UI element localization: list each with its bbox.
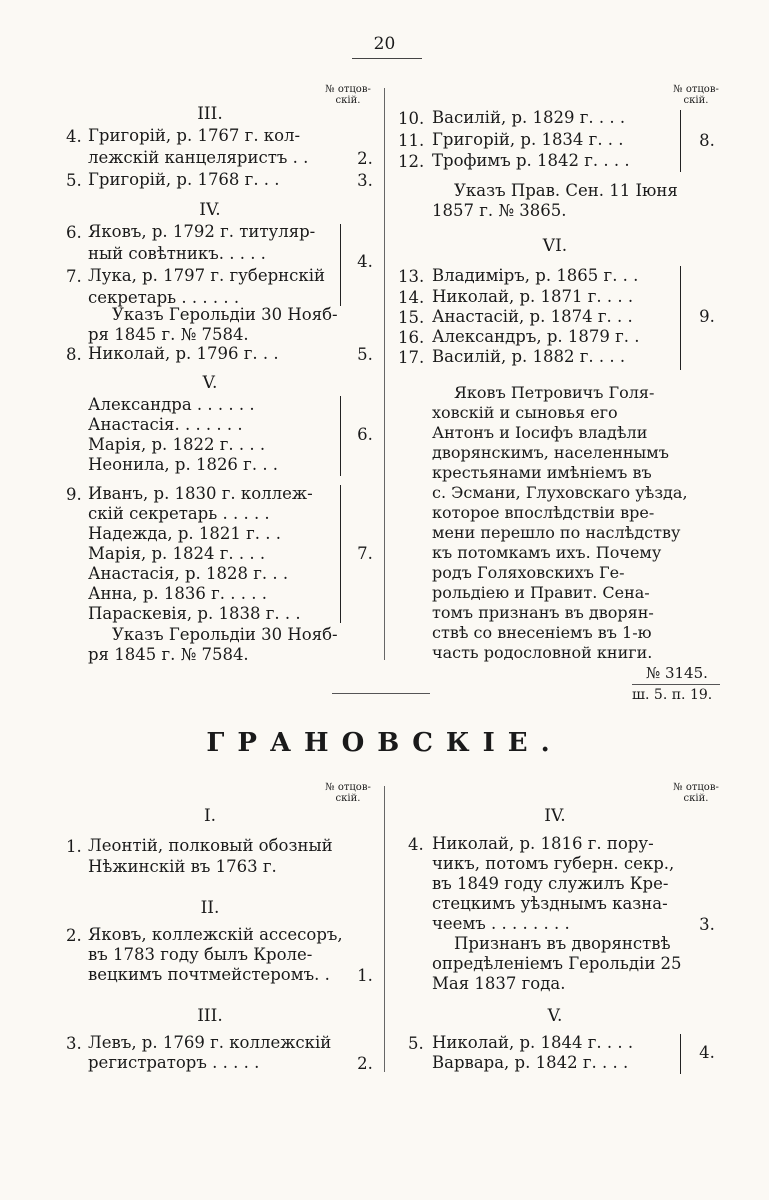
paragraph-line: ствѣ со внесеніемъ въ 1-ю bbox=[432, 623, 652, 642]
entry-number: 9. bbox=[66, 485, 82, 504]
entry-number: 8. bbox=[66, 345, 82, 364]
column-header-left-bottom bbox=[318, 782, 378, 804]
brace bbox=[334, 224, 341, 306]
entry-line: Надежда, р. 1821 г. . . bbox=[88, 524, 281, 543]
decree-line: Указъ Герольдіи 30 Нояб- bbox=[112, 305, 338, 324]
entry-line: Григорій, р. 1767 г. кол- bbox=[88, 126, 301, 145]
note-line: Мая 1837 года. bbox=[432, 974, 566, 993]
entry-line: Яковъ, коллежскій ассесоръ, bbox=[88, 925, 343, 944]
paragraph-line: родъ Голяховскихъ Ге- bbox=[432, 563, 625, 582]
entry-line: Василій, р. 1882 г. . . . bbox=[432, 347, 626, 366]
father-ref: 4. bbox=[699, 1043, 715, 1062]
entry-line: Николай, р. 1796 г. . . bbox=[88, 344, 279, 363]
entry-number: 17. bbox=[398, 348, 425, 367]
decree-line: ря 1845 г. № 7584. bbox=[88, 325, 249, 344]
page-number: 20 bbox=[373, 34, 396, 54]
generation-heading: V. bbox=[547, 1006, 563, 1026]
paragraph-line: томъ признанъ въ дворян- bbox=[432, 603, 654, 622]
father-ref: 3. bbox=[357, 171, 373, 190]
entry-line: Иванъ, р. 1830 г. коллеж- bbox=[88, 484, 313, 503]
paragraph-line: ховскій и сыновья его bbox=[432, 403, 618, 422]
entry-line: ный совѣтникъ. . . . . bbox=[88, 244, 266, 263]
entry-number: 14. bbox=[398, 288, 425, 307]
entry-line: лежскій канцеляристъ . . bbox=[88, 148, 309, 167]
generation-heading: III. bbox=[197, 104, 223, 124]
entry-number: 15. bbox=[398, 308, 425, 327]
generation-heading: III. bbox=[197, 1006, 223, 1026]
paragraph-line: которое впослѣдствіи вре- bbox=[432, 503, 655, 522]
entry-number: 1. bbox=[66, 837, 82, 856]
entry-line: стецкимъ уѣзднымъ казна- bbox=[432, 894, 668, 913]
entry-line: вецкимъ почтмейстеромъ. . bbox=[88, 965, 330, 984]
entry-line: Николай, р. 1844 г. . . . bbox=[432, 1033, 634, 1052]
father-ref: 1. bbox=[357, 966, 373, 985]
decree-line: ря 1845 г. № 7584. bbox=[88, 645, 249, 664]
entry-line: Николай, р. 1816 г. пору- bbox=[432, 834, 654, 853]
entry-line: Василій, р. 1829 г. . . . bbox=[432, 108, 626, 127]
decree-line: 1857 г. № 3865. bbox=[432, 201, 567, 220]
entry-line: Марія, р. 1822 г. . . . bbox=[88, 435, 266, 454]
entry-line: скій секретарь . . . . . bbox=[88, 504, 270, 523]
entry-number: 12. bbox=[398, 152, 425, 171]
entry-line: Леонтій, полковый обозный bbox=[88, 836, 333, 855]
paragraph-line: мени перешло по наслѣдству bbox=[432, 523, 681, 542]
brace bbox=[674, 110, 681, 172]
brace bbox=[334, 485, 341, 623]
paragraph-line: с. Эсмани, Глуховскаго уѣзда, bbox=[432, 483, 688, 502]
entry-number: 2. bbox=[66, 926, 82, 945]
generation-heading: IV. bbox=[544, 806, 566, 826]
entry-line: Анастасія, р. 1828 г. . . bbox=[88, 564, 289, 583]
entry-line: Григорій, р. 1768 г. . . bbox=[88, 170, 280, 189]
paragraph-line: часть родословной книги. bbox=[432, 643, 653, 662]
paragraph-line: крестьянами имѣніемъ въ bbox=[432, 463, 652, 482]
brace bbox=[674, 266, 681, 370]
father-ref: 9. bbox=[699, 307, 715, 326]
column-header-line: скій. bbox=[683, 793, 709, 804]
entry-line: Владиміръ, р. 1865 г. . . bbox=[432, 266, 639, 285]
entry-line: Анна, р. 1836 г. . . . . bbox=[88, 584, 267, 603]
column-header-line: скій. bbox=[335, 793, 361, 804]
entry-number: 4. bbox=[66, 127, 82, 146]
section-title: ГРАНОВСКІЕ. bbox=[206, 728, 563, 758]
entry-line: Левъ, р. 1769 г. коллежскій bbox=[88, 1033, 332, 1052]
entry-number: 11. bbox=[398, 131, 425, 150]
entry-number: 4. bbox=[408, 835, 424, 854]
entry-line: Параскевія, р. 1838 г. . . bbox=[88, 604, 301, 623]
paragraph-line: къ потомкамъ ихъ. Почему bbox=[432, 543, 662, 562]
column-header-line: скій. bbox=[335, 95, 361, 106]
entry-line: Александра . . . . . . bbox=[88, 395, 255, 414]
column-divider-bottom bbox=[384, 786, 385, 1072]
entry-line: Николай, р. 1871 г. . . . bbox=[432, 287, 634, 306]
father-ref: 2. bbox=[357, 1054, 373, 1073]
entry-line: Лука, р. 1797 г. губернскій bbox=[88, 266, 325, 285]
entry-line: Анастасія. . . . . . . bbox=[88, 415, 243, 434]
column-header-right-bottom bbox=[666, 782, 726, 804]
note-line: опредѣленіемъ Герольдіи 25 bbox=[432, 954, 682, 973]
father-ref: 8. bbox=[699, 131, 715, 150]
paragraph-line: Антонъ и Іосифъ владѣли bbox=[432, 423, 648, 442]
entry-line: въ 1783 году былъ Кроле- bbox=[88, 945, 313, 964]
column-header-line: № отцов- bbox=[673, 84, 719, 95]
entry-line: чикъ, потомъ губерн. секр., bbox=[432, 854, 675, 873]
generation-heading: V. bbox=[202, 373, 218, 393]
column-header-left-top bbox=[318, 84, 378, 106]
arms-reference: ш. 5. п. 19. bbox=[632, 687, 713, 703]
entry-line: Марія, р. 1824 г. . . . bbox=[88, 544, 266, 563]
column-header-right-top bbox=[666, 84, 726, 106]
entry-line: Варвара, р. 1842 г. . . . bbox=[432, 1053, 629, 1072]
paragraph-line: дворянскимъ, населеннымъ bbox=[432, 443, 669, 462]
generation-heading: I. bbox=[203, 806, 217, 826]
father-ref: 4. bbox=[357, 252, 373, 271]
brace bbox=[334, 396, 341, 476]
page-number-rule bbox=[352, 58, 422, 59]
entry-number: 5. bbox=[66, 171, 82, 190]
decree-line: Указъ Герольдіи 30 Нояб- bbox=[112, 625, 338, 644]
note-line: Признанъ въ дворянствѣ bbox=[454, 934, 671, 953]
entry-line: секретарь . . . . . . bbox=[88, 288, 240, 307]
paragraph-line: Яковъ Петровичъ Голя- bbox=[454, 383, 655, 402]
column-divider-top bbox=[384, 88, 385, 660]
entry-number: 3. bbox=[66, 1034, 82, 1053]
entry-line: Нѣжинскій въ 1763 г. bbox=[88, 857, 277, 876]
column-header-line: № отцов- bbox=[673, 782, 719, 793]
entry-line: Трофимъ р. 1842 г. . . . bbox=[432, 151, 630, 170]
entry-number: 10. bbox=[398, 109, 425, 128]
entry-number: 7. bbox=[66, 267, 82, 286]
section-separator bbox=[332, 693, 430, 694]
column-header-line: № отцов- bbox=[325, 84, 371, 95]
father-ref: 2. bbox=[357, 149, 373, 168]
entry-number: 5. bbox=[408, 1034, 424, 1053]
entry-line: чеемъ . . . . . . . . bbox=[432, 914, 570, 933]
column-header-line: скій. bbox=[683, 95, 709, 106]
column-header-line: № отцов- bbox=[325, 782, 371, 793]
entry-line: Григорій, р. 1834 г. . . bbox=[432, 130, 624, 149]
generation-heading: IV. bbox=[199, 200, 221, 220]
father-ref: 7. bbox=[357, 544, 373, 563]
entry-line: въ 1849 году служилъ Кре- bbox=[432, 874, 669, 893]
generation-heading: VI. bbox=[542, 236, 568, 256]
entry-line: Александръ, р. 1879 г. . bbox=[432, 327, 640, 346]
entry-number: 16. bbox=[398, 328, 425, 347]
entry-line: Анастасій, р. 1874 г. . . bbox=[432, 307, 633, 326]
entry-number: 6. bbox=[66, 223, 82, 242]
entry-line: регистраторъ . . . . . bbox=[88, 1053, 260, 1072]
brace bbox=[674, 1034, 681, 1074]
document-number: № 3145. bbox=[646, 664, 708, 682]
entry-line: Неонила, р. 1826 г. . . bbox=[88, 455, 279, 474]
father-ref: 5. bbox=[357, 345, 373, 364]
father-ref: 3. bbox=[699, 915, 715, 934]
entry-number: 13. bbox=[398, 267, 425, 286]
paragraph-line: рольдіею и Правит. Сена- bbox=[432, 583, 650, 602]
entry-line: Яковъ, р. 1792 г. титуляр- bbox=[88, 222, 316, 241]
generation-heading: II. bbox=[200, 898, 220, 918]
father-ref: 6. bbox=[357, 425, 373, 444]
decree-line: Указъ Прав. Сен. 11 Іюня bbox=[454, 181, 678, 200]
